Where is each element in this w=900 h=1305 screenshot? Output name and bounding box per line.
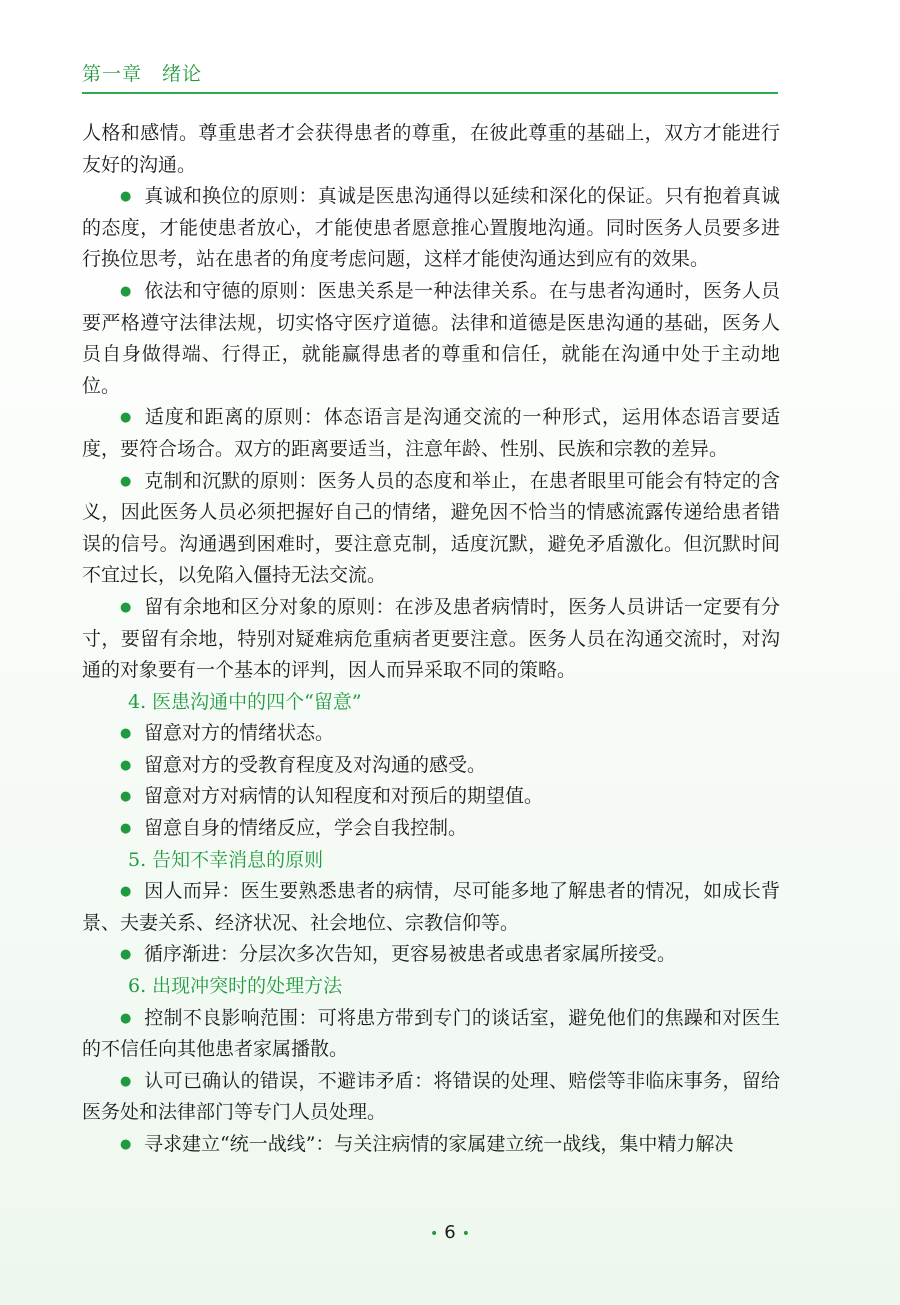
bullet-dot-icon: ● (120, 757, 132, 773)
bullet-dot-icon: ● (120, 189, 132, 205)
bullet-dot-icon: ● (120, 726, 132, 742)
bullet-dot-icon: ● (120, 1137, 132, 1152)
bullet-paragraph (82, 813, 780, 845)
bullet-dot-icon: ● (120, 599, 132, 615)
bullet-dot-icon: ● (120, 884, 132, 900)
bullet-text: 循序渐进：分层次多次告知，更容易被患者或患者家属所接受。 (144, 943, 677, 966)
bullet-paragraph (82, 181, 780, 276)
bullet-text: 认可已确认的错误，不避讳矛盾：将错误的处理、赔偿等非临床事务，留给医务处和法律部门等专门人员处理。 (82, 1069, 780, 1124)
section-heading: 4. 医患沟通中的四个“留意” (128, 690, 362, 713)
bullet-paragraph (82, 781, 780, 813)
bullet-text: 留意对方的情绪状态。 (144, 722, 335, 745)
bullet-paragraph (82, 592, 780, 687)
page-body (82, 118, 780, 1161)
bullet-paragraph (82, 750, 780, 782)
bullet-dot-icon: ● (120, 789, 132, 805)
bullet-paragraph (82, 466, 780, 592)
bullet-text: 寻求建立“统一战线”：与关注病情的家属建立统一战线，集中精力解决 (144, 1133, 734, 1155)
bullet-dot-icon: ● (120, 410, 132, 426)
bullet-paragraph (82, 939, 780, 971)
footer-dot-left: • (430, 1226, 439, 1242)
running-header (82, 62, 778, 94)
page-number: 6 (444, 1222, 456, 1243)
bullet-text: 留意对方的受教育程度及对沟通的感受。 (144, 753, 487, 776)
bullet-text: 留意自身的情绪反应，学会自我控制。 (144, 817, 468, 840)
bullet-paragraph (82, 1003, 780, 1066)
bullet-text: 留意对方对病情的认知程度和对预后的期望值。 (144, 785, 544, 808)
bullet-dot-icon: ● (120, 1010, 132, 1026)
body-paragraph: 人格和感情。尊重患者才会获得患者的尊重，在彼此尊重的基础上，双方才能进行友好的沟通。 (82, 122, 780, 176)
chapter-title: 第一章 绪论 (82, 63, 203, 85)
bullet-text: 因人而异：医生要熟悉患者的病情，尽可能多地了解患者的情况，如成长背景、夫妻关系、经济状况、社会地位、宗教信仰等。 (82, 880, 780, 934)
bullet-dot-icon: ● (120, 473, 132, 489)
bullet-text: 适度和距离的原则：体态语言是沟通交流的一种形式，运用体态语言要适度，要符合场合。双方的距离要适当，注意年龄、性别、民族和宗教的差异。 (82, 406, 780, 460)
bullet-text: 克制和沉默的原则：医务人员的态度和举止，在患者眼里可能会有特定的含义，因此医务人员必须把握好自己的情绪，避免因不恰当的情感流露传递给患者错误的信号。沟通遇到困难时，要注意克制，适度沉默，避免矛盾激化。但沉默时间不宜过长，以免陷入僵持无法交流。 (82, 469, 780, 587)
bullet-paragraph (82, 1066, 780, 1129)
bullet-paragraph (82, 402, 780, 465)
bullet-paragraph (82, 876, 780, 939)
bullet-dot-icon: ● (120, 283, 132, 299)
section-heading: 5. 告知不幸消息的原则 (128, 848, 324, 871)
footer-dot-right: • (461, 1226, 470, 1242)
bullet-text: 留有余地和区分对象的原则：在涉及患者病情时，医务人员讲话一定要有分寸，要留有余地，特别对疑难病危重病者更要注意。医务人员在沟通交流时，对沟通的对象要有一个基本的评判，因人而异采取不同的策略。 (82, 595, 780, 682)
section-heading: 6. 出现冲突时的处理方法 (128, 975, 343, 998)
bullet-text: 依法和守德的原则：医患关系是一种法律关系。在与患者沟通时，医务人员要严格遵守法律法规，切实恪守医疗道德。法律和道德是医患沟通的基础，医务人员自身做得端、行得正，就能赢得患者的尊重和信任，就能在沟通中处于主动地位。 (82, 279, 780, 397)
bullet-paragraph (82, 718, 780, 750)
bullet-text: 控制不良影响范围：可将患方带到专门的谈话室，避免他们的焦躁和对医生的不信任向其他患者家属播散。 (82, 1006, 780, 1061)
bullet-dot-icon: ● (120, 1073, 132, 1089)
bullet-paragraph (82, 276, 780, 402)
page-footer (0, 1222, 900, 1243)
bullet-dot-icon: ● (120, 947, 132, 963)
bullet-text: 真诚和换位的原则：真诚是医患沟通得以延续和深化的保证。只有抱着真诚的态度，才能使患者放心，才能使患者愿意推心置腹地沟通。同时医务人员要多进行换位思考，站在患者的角度考虑问题，这样才能使沟通达到应有的效果。 (82, 185, 780, 271)
bullet-dot-icon: ● (120, 821, 132, 837)
bullet-paragraph (82, 1129, 780, 1161)
